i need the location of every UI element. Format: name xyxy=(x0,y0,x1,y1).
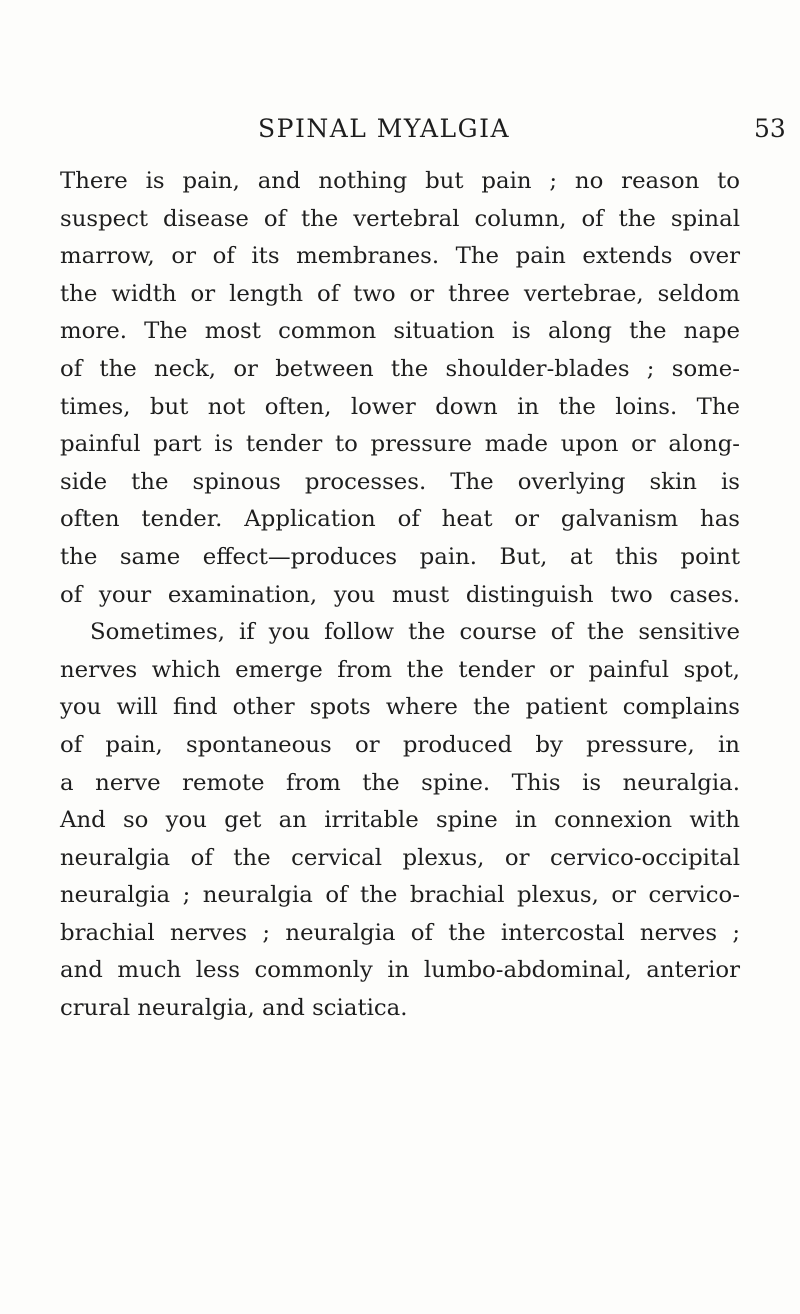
text-line: of pain, spontaneous or produced by pressure, in xyxy=(60,731,740,758)
page-number: 53 xyxy=(754,114,786,143)
text-line: times, but not often, lower down in the loins. The xyxy=(60,393,740,420)
text-line: you will find other spots where the patient complains xyxy=(60,694,740,721)
text-line: There is pain, and nothing but pain ; no reason to xyxy=(60,168,740,194)
text-line: brachial nerves ; neuralgia of the intercostal nerves ; xyxy=(60,919,740,946)
text-line: the width or length of two or three vertebrae, seldom xyxy=(60,280,740,307)
text-line: often tender. Application of heat or galvanism has xyxy=(60,506,740,533)
text-line: suspect disease of the vertebral column, of the spinal xyxy=(60,205,740,232)
text-line: painful part is tender to pressure made upon or along- xyxy=(60,431,740,458)
text-line: neuralgia of the cervical plexus, or cervico-occipital xyxy=(60,844,740,871)
text-line: nerves which emerge from the tender or painful spot, xyxy=(60,656,740,683)
running-title: SPINAL MYALGIA xyxy=(258,114,511,143)
text-line: of your examination, you must distinguish two cases. xyxy=(60,581,740,608)
text-line: marrow, or of its membranes. The pain extends over xyxy=(60,243,740,270)
text-line: neuralgia ; neuralgia of the brachial plexus, or cervico- xyxy=(60,882,740,909)
text-line: of the neck, or between the shoulder-blades ; some- xyxy=(60,355,740,382)
text-line: and much less commonly in lumbo-abdominal, anterior xyxy=(60,957,740,984)
text-line: Sometimes, if you follow the course of the sensitive xyxy=(90,619,740,646)
text-line: crural neuralgia, and sciatica. xyxy=(60,995,408,1022)
text-line: side the spinous processes. The overlying skin is xyxy=(60,468,740,495)
text-line: more. The most common situation is along the nape xyxy=(60,318,740,345)
text-line: a nerve remote from the spine. This is neuralgia. xyxy=(60,769,740,796)
text-line: the same effect—produces pain. But, at this point xyxy=(60,543,740,570)
text-line: And so you get an irritable spine in connexion with xyxy=(60,807,740,834)
running-head xyxy=(258,114,800,154)
body-paragraph xyxy=(60,163,740,1028)
